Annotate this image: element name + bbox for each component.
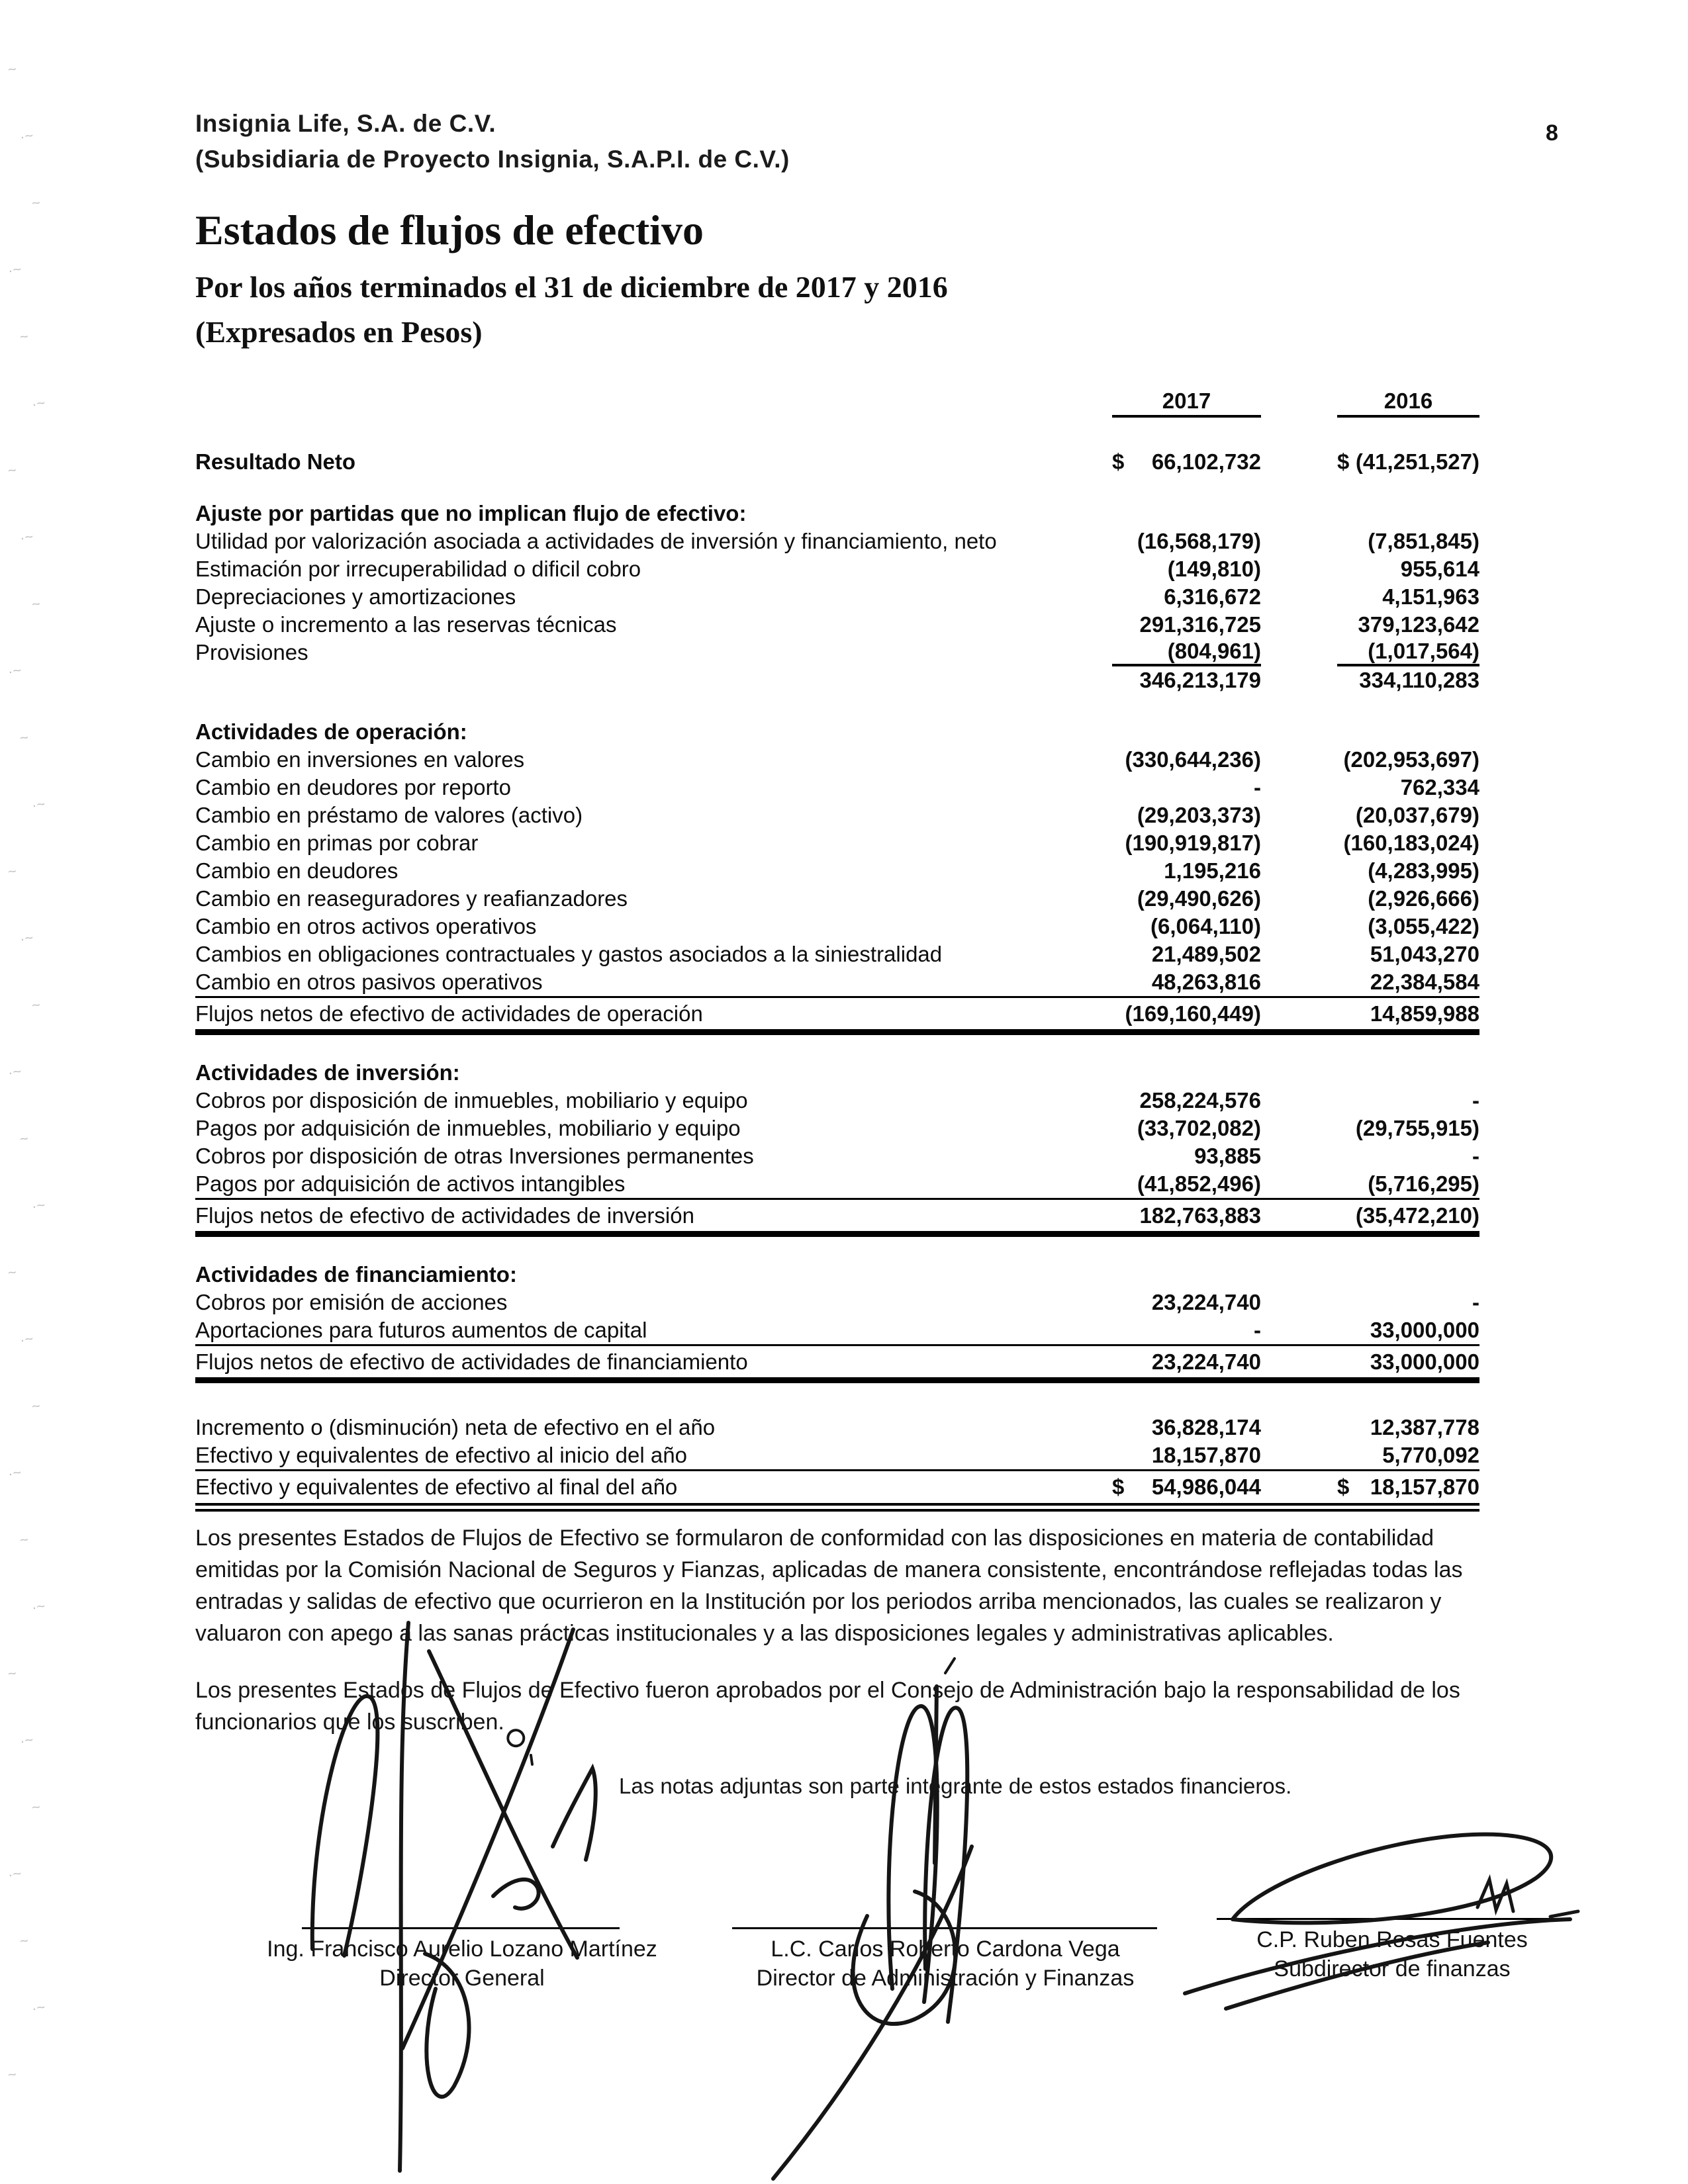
value-2017 <box>1112 1144 1261 1169</box>
scan-artifact: ~ <box>30 194 42 212</box>
amount-2017: 258,224,576 <box>1139 1088 1261 1113</box>
signatory-name: Ing. Francisco Aurelio Lozano Martínez <box>267 1936 657 1962</box>
amount-2017: 6,316,672 <box>1164 584 1261 609</box>
row-label: Efectivo y equivalentes de efectivo al final del año <box>195 1475 678 1499</box>
value-2017 <box>1112 914 1261 939</box>
value-2017 <box>1112 942 1261 967</box>
amount-2017: 182,763,883 <box>1139 1203 1261 1228</box>
amount-2017: 21,489,502 <box>1151 942 1261 966</box>
value-2017 <box>1112 1171 1261 1197</box>
amount-2017: 66,102,732 <box>1151 449 1261 474</box>
scan-artifact: ~ <box>30 1397 42 1415</box>
row-label: Cobros por disposición de inmuebles, mobiliario y equipo <box>195 1088 748 1113</box>
scan-artifact: ·~ <box>7 260 23 279</box>
row-label: Cambio en deudores <box>195 858 399 883</box>
table-row <box>195 527 1479 555</box>
scan-artifact: ·~ <box>7 1463 23 1482</box>
currency-symbol: $ <box>1112 1475 1125 1499</box>
value-2017 <box>1112 1443 1261 1468</box>
amount-2017: (804,961) <box>1167 639 1261 663</box>
value-2017 <box>1112 858 1261 884</box>
value-2016 <box>1337 886 1479 911</box>
amount-2016: (7,851,845) <box>1368 529 1479 553</box>
table-row <box>195 857 1479 885</box>
amount-2017: - <box>1254 1318 1261 1342</box>
table-row <box>195 1170 1479 1198</box>
value-2016 <box>1337 612 1479 637</box>
row-label: Cambio en inversiones en valores <box>195 747 525 772</box>
value-2016 <box>1337 1475 1479 1500</box>
row-label: Pagos por adquisición de inmuebles, mobiliario y equipo <box>195 1116 741 1140</box>
amount-2016: 334,110,283 <box>1359 668 1479 692</box>
amount-2016: - <box>1472 1088 1479 1113</box>
value-2017 <box>1112 1088 1261 1113</box>
amount-2017: - <box>1254 775 1261 799</box>
notes-line: Las notas adjuntas son parte integrante de estos estados financieros. <box>619 1774 1292 1798</box>
amount-2017: (16,568,179) <box>1137 529 1261 553</box>
amount-2017: (41,852,496) <box>1137 1171 1261 1196</box>
table-row <box>195 885 1479 913</box>
value-2017 <box>1112 612 1261 637</box>
scan-artifact: ·~ <box>30 1597 46 1616</box>
value-2016 <box>1337 914 1479 939</box>
table-row <box>195 1115 1479 1142</box>
value-2017 <box>1112 1203 1261 1228</box>
value-2016 <box>1337 1415 1479 1440</box>
table-row <box>195 1441 1479 1469</box>
table-row <box>195 611 1479 639</box>
amount-2016: 12,387,778 <box>1370 1415 1479 1439</box>
table-row <box>195 1414 1479 1441</box>
value-2016 <box>1337 584 1479 610</box>
table-row <box>195 1261 1479 1289</box>
table-row <box>195 666 1479 694</box>
row-label: Cambio en préstamo de valores (activo) <box>195 803 583 827</box>
signature-block-admin-finanzas <box>700 1927 1190 1993</box>
column-header-2016: 2016 <box>1337 388 1479 418</box>
amount-2016: 379,123,642 <box>1358 612 1479 637</box>
amount-2016: (41,251,527) <box>1355 449 1479 474</box>
column-header-2017: 2017 <box>1112 388 1261 418</box>
row-label: Efectivo y equivalentes de efectivo al inicio del año <box>195 1443 687 1467</box>
table-row <box>195 500 1479 527</box>
row-label: Incremento o (disminución) neta de efectivo en el año <box>195 1415 716 1439</box>
statement-period: Por los años terminados el 31 de diciembre de 2017 y 2016 <box>195 270 948 304</box>
value-2016 <box>1337 529 1479 554</box>
amount-2016: 955,614 <box>1400 557 1479 581</box>
table-row <box>195 555 1479 583</box>
table-row <box>195 448 1479 476</box>
amount-2017: 346,213,179 <box>1139 668 1261 692</box>
scan-artifact: ~ <box>7 461 18 479</box>
value-2016 <box>1337 449 1479 475</box>
amount-2016: (5,716,295) <box>1368 1171 1479 1196</box>
value-2016 <box>1337 970 1479 995</box>
row-label: Depreciaciones y amortizaciones <box>195 584 516 609</box>
cash-flow-table <box>195 387 1479 1512</box>
value-2016 <box>1337 1203 1479 1228</box>
scan-artifact: ~ <box>7 862 18 880</box>
amount-2016: (29,755,915) <box>1355 1116 1479 1140</box>
amount-2017: 18,157,870 <box>1151 1443 1261 1467</box>
signature-line <box>732 1927 1157 1929</box>
scan-artifact: ·~ <box>30 1998 46 2017</box>
currency-note: (Expresados en Pesos) <box>195 315 483 349</box>
statement-title: Estados de flujos de efectivo <box>195 206 704 253</box>
scan-artifact: ~ <box>30 1798 42 1816</box>
table-row <box>195 1383 1479 1414</box>
scan-artifact: ~ <box>19 1130 30 1148</box>
amount-2017: 54,986,044 <box>1151 1475 1261 1499</box>
amount-2017: 36,828,174 <box>1151 1415 1261 1439</box>
amount-2016: 51,043,270 <box>1370 942 1479 966</box>
table-row <box>195 1087 1479 1115</box>
amount-2016: 4,151,963 <box>1382 584 1479 609</box>
amount-2017: (29,203,373) <box>1137 803 1261 827</box>
amount-2017: (33,702,082) <box>1137 1116 1261 1140</box>
row-label: Cobros por disposición de otras Inversiones permanentes <box>195 1144 754 1168</box>
row-label: Provisiones <box>195 640 308 664</box>
amount-2016: 18,157,870 <box>1370 1475 1479 1499</box>
currency-symbol: $ <box>1337 449 1350 474</box>
table-row <box>195 801 1479 829</box>
amount-2016: (202,953,697) <box>1343 747 1479 772</box>
table-row <box>195 1316 1479 1344</box>
row-label: Actividades de financiamiento: <box>195 1262 517 1287</box>
value-2017 <box>1112 831 1261 856</box>
amount-2017: (6,064,110) <box>1150 914 1261 938</box>
amount-2017: 23,224,740 <box>1151 1349 1261 1374</box>
row-label: Aportaciones para futuros aumentos de capital <box>195 1318 647 1342</box>
value-2016 <box>1337 942 1479 967</box>
table-row <box>195 829 1479 857</box>
row-label: Cambio en otros activos operativos <box>195 914 537 938</box>
amount-2016: 14,859,988 <box>1370 1001 1479 1026</box>
scan-artifact: ·~ <box>19 929 34 948</box>
scan-artifact: ·~ <box>19 527 34 547</box>
amount-2016: - <box>1472 1290 1479 1314</box>
value-2017 <box>1112 803 1261 828</box>
row-label: Ajuste por partidas que no implican flujo de efectivo: <box>195 501 747 525</box>
value-2016 <box>1337 1290 1479 1315</box>
value-2017 <box>1112 639 1261 666</box>
scan-artifact: ~ <box>7 1263 18 1281</box>
row-label: Utilidad por valorización asociada a actividades de inversión y financiamiento, neto <box>195 529 997 553</box>
signature-line <box>1217 1918 1568 1920</box>
scan-artifact: ·~ <box>19 126 34 146</box>
value-2017 <box>1112 886 1261 911</box>
table-row <box>195 1198 1479 1237</box>
value-2016 <box>1337 858 1479 884</box>
value-2016 <box>1337 1144 1479 1169</box>
table-row <box>195 1289 1479 1316</box>
currency-symbol: $ <box>1112 449 1125 474</box>
amount-2016: 33,000,000 <box>1370 1349 1479 1374</box>
value-2016 <box>1337 1318 1479 1343</box>
amount-2017: 93,885 <box>1194 1144 1261 1168</box>
table-row <box>195 996 1479 1035</box>
signatory-title: Subdirector de finanzas <box>1274 1956 1511 1981</box>
value-2017 <box>1112 1415 1261 1440</box>
table-row <box>195 746 1479 774</box>
amount-2017: (169,160,449) <box>1125 1001 1261 1026</box>
value-2016 <box>1337 747 1479 772</box>
table-row <box>195 940 1479 968</box>
footer-paragraphs <box>195 1522 1489 1763</box>
row-label: Flujos netos de efectivo de actividades de operación <box>195 1001 703 1026</box>
scan-artifact: ~ <box>19 1531 30 1549</box>
value-2017 <box>1112 584 1261 610</box>
amount-2016: - <box>1472 1144 1479 1168</box>
value-2017 <box>1112 1001 1261 1026</box>
column-header-row <box>195 387 1479 419</box>
scan-artifact: ~ <box>19 1932 30 1950</box>
scan-artifact: ·~ <box>30 1196 46 1215</box>
value-2017 <box>1112 1475 1261 1500</box>
value-2016 <box>1337 775 1479 800</box>
value-2016 <box>1337 1116 1479 1141</box>
scan-artifact: ·~ <box>19 1731 34 1750</box>
amount-2016: (3,055,422) <box>1368 914 1479 938</box>
amount-2017: (330,644,236) <box>1125 747 1261 772</box>
table-row <box>195 968 1479 996</box>
row-label: Pagos por adquisición de activos intangibles <box>195 1171 626 1196</box>
amount-2017: (190,919,817) <box>1125 831 1261 855</box>
scan-artifact: ~ <box>30 595 42 613</box>
amount-2017: 291,316,725 <box>1139 612 1261 637</box>
amount-2016: (4,283,995) <box>1368 858 1479 883</box>
value-2016 <box>1337 1088 1479 1113</box>
scan-artifact: ~ <box>7 1664 18 1682</box>
scan-artifact: ~ <box>19 328 30 345</box>
row-label: Cambios en obligaciones contractuales y gastos asociados a la siniestralidad <box>195 942 943 966</box>
signatory-name: C.P. Ruben Rosas Fuentes <box>1256 1927 1528 1952</box>
company-header <box>195 106 790 177</box>
scan-artifact: ~ <box>7 2066 18 2083</box>
value-2017 <box>1112 668 1261 693</box>
scan-artifact: ·~ <box>19 1330 34 1349</box>
value-2017 <box>1112 747 1261 772</box>
value-2017 <box>1112 1116 1261 1141</box>
scan-artifact: ~ <box>7 60 18 78</box>
table-row <box>195 1469 1479 1512</box>
signatory-name: L.C. Carlos Roberto Cardona Vega <box>771 1936 1120 1962</box>
paragraph-approval: Los presentes Estados de Flujos de Efectivo fueron aprobados por el Consejo de Administración bajo la responsabilidad de los funcionarios que los suscriben. <box>195 1678 1460 1735</box>
value-2016 <box>1337 639 1479 666</box>
signature-line <box>302 1927 620 1929</box>
amount-2017: (29,490,626) <box>1137 886 1261 911</box>
row-label: Cambio en reaseguradores y reafianzadores <box>195 886 628 911</box>
company-subsidiary: (Subsidiaria de Proyecto Insignia, S.A.P.I. de C.V.) <box>195 146 790 173</box>
value-2017 <box>1112 1318 1261 1343</box>
scan-artifact: ·~ <box>7 1864 23 1884</box>
amount-2017: 48,263,816 <box>1151 970 1261 994</box>
value-2016 <box>1337 1171 1479 1197</box>
amount-2016: (35,472,210) <box>1355 1203 1479 1228</box>
row-label: Ajuste o incremento a las reservas técnicas <box>195 612 617 637</box>
table-row <box>195 1142 1479 1170</box>
scan-artifact: ~ <box>30 996 42 1014</box>
value-2016 <box>1337 1001 1479 1026</box>
scan-artifact: ·~ <box>7 661 23 680</box>
row-label: Actividades de operación: <box>195 719 467 744</box>
value-2017 <box>1112 775 1261 800</box>
table-row <box>195 639 1479 666</box>
amount-2017: 1,195,216 <box>1164 858 1261 883</box>
table-row <box>195 583 1479 611</box>
row-label: Cambio en otros pasivos operativos <box>195 970 543 994</box>
value-2016 <box>1337 557 1479 582</box>
amount-2017: (149,810) <box>1167 557 1261 581</box>
signature-block-director-general <box>250 1927 674 1993</box>
amount-2017: 23,224,740 <box>1151 1290 1261 1314</box>
row-label: Resultado Neto <box>195 449 356 474</box>
signature-block-subdirector-finanzas <box>1217 1918 1568 1983</box>
row-label: Flujos netos de efectivo de actividades de inversión <box>195 1203 694 1228</box>
title-block <box>195 206 948 349</box>
value-2017 <box>1112 1349 1261 1375</box>
table-row <box>195 718 1479 746</box>
value-2017 <box>1112 1290 1261 1315</box>
row-label: Flujos netos de efectivo de actividades de financiamiento <box>195 1349 748 1374</box>
amount-2016: 5,770,092 <box>1382 1443 1479 1467</box>
row-label: Cambio en deudores por reporto <box>195 775 511 799</box>
value-2016 <box>1337 831 1479 856</box>
value-2016 <box>1337 803 1479 828</box>
company-name: Insignia Life, S.A. de C.V. <box>195 110 496 137</box>
scan-artifact: ~ <box>19 729 30 747</box>
amount-2016: (160,183,024) <box>1343 831 1479 855</box>
value-2017 <box>1112 970 1261 995</box>
row-label: Cambio en primas por cobrar <box>195 831 479 855</box>
value-2017 <box>1112 557 1261 582</box>
value-2017 <box>1112 529 1261 554</box>
table-row <box>195 913 1479 940</box>
amount-2016: 33,000,000 <box>1370 1318 1479 1342</box>
row-label: Estimación por irrecuperabilidad o dificil cobro <box>195 557 641 581</box>
value-2016 <box>1337 1443 1479 1468</box>
amount-2016: (1,017,564) <box>1368 639 1479 663</box>
table-row <box>195 1344 1479 1383</box>
amount-2016: 762,334 <box>1400 775 1479 799</box>
currency-symbol: $ <box>1337 1475 1350 1499</box>
row-label: Cobros por emisión de acciones <box>195 1290 508 1314</box>
amount-2016: (2,926,666) <box>1368 886 1479 911</box>
amount-2016: (20,037,679) <box>1355 803 1479 827</box>
row-label: Actividades de inversión: <box>195 1060 460 1085</box>
signatory-title: Director de Administración y Finanzas <box>756 1966 1135 1991</box>
amount-2016: 22,384,584 <box>1370 970 1479 994</box>
scan-artifact: ·~ <box>30 795 46 814</box>
signatory-title: Director General <box>379 1966 545 1991</box>
value-2016 <box>1337 1349 1479 1375</box>
value-2016 <box>1337 668 1479 693</box>
table-row <box>195 774 1479 801</box>
table-row <box>195 1059 1479 1087</box>
page-number: 8 <box>1546 120 1558 146</box>
scan-artifact: ·~ <box>30 394 46 413</box>
paragraph-compliance: Los presentes Estados de Flujos de Efectivo se formularon de conformidad con las disposiciones en materia de contabilidad emitidas por la Comisión Nacional de Seguros y Fianzas, aplicadas de manera consistente, encontrándose reflejadas todas las entradas y salidas de efectivo que ocurrieron en la Institución por los periodos arriba mencionados, las cuales se realizaron y valuaron con apego a las sanas prácticas institucionales y a las disposiciones legales y administrativas aplicables. <box>195 1525 1463 1646</box>
value-2017 <box>1112 449 1261 475</box>
scan-artifact: ·~ <box>7 1062 23 1081</box>
